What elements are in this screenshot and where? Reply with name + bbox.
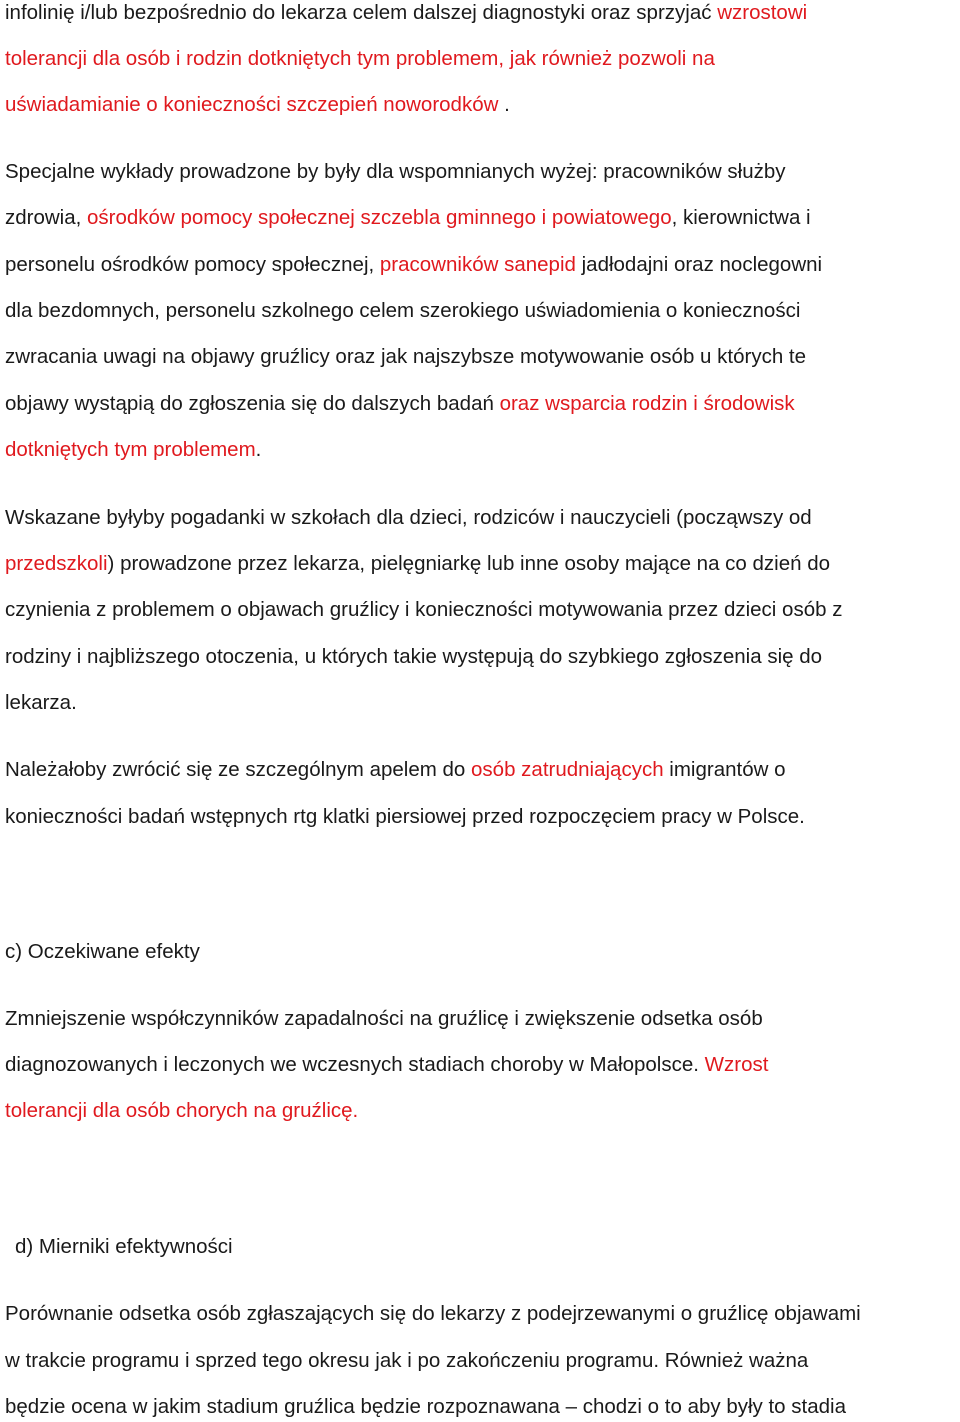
heading-text: c) Oczekiwane efekty [5,940,200,963]
text-line [5,690,77,716]
text-run: Zmniejszenie współczynników zapadalności na gruźlicę i zwiększenie odsetka osób [5,1007,763,1030]
text-run: będzie ocena w jakim stadium gruźlica będzie rozpoznawana – chodzi o to aby były to stadia [5,1395,846,1418]
text-run: infolinię i/lub bezpośrednio do lekarza celem dalszej diagnostyki oraz sprzyjać [5,1,718,24]
text-run: Porównanie odsetka osób zgłaszających się do lekarzy z podejrzewanymi o gruźlicę objawami [5,1302,861,1325]
highlighted-text: pracowników sanepid [379,253,576,276]
highlighted-text: Wzrost [704,1053,769,1076]
text-line [5,92,510,118]
text-line [5,437,261,463]
text-run: imigrantów o [663,758,786,781]
text-line [5,1098,358,1124]
text-run: konieczności badań wstępnych rtg klatki piersiowej przed rozpoczęciem pracy w Polsce. [5,805,805,828]
text-run: Należałoby zwrócić się ze szczególnym apelem do [5,758,472,781]
text-line [5,1348,808,1374]
text-line [5,391,795,417]
text-run: jadłodajni oraz noclegowni [575,253,823,276]
text-line [5,505,812,531]
highlighted-text: wzrostowi [717,1,808,24]
text-line [5,1052,768,1078]
highlighted-text: dotkniętych tym problemem [5,438,256,461]
text-line [5,0,807,26]
heading-text: d) Mierniki efektywności [15,1235,233,1258]
section-heading-expected-effects [5,939,200,965]
highlighted-text: uświadamianie o konieczności szczepień noworodków [5,93,499,116]
text-run: w trakcie programu i sprzed tego okresu jak i po zakończeniu programu. Również ważna [5,1349,809,1372]
highlighted-text: oraz wsparcia rodzin i środowisk [499,392,795,415]
highlighted-text: osób zatrudniających [471,758,664,781]
text-line [5,1301,861,1327]
text-line [5,159,786,185]
highlighted-text: tolerancji dla osób i rodzin dotkniętych tym problemem, jak również pozwoli na [5,47,715,70]
text-run: , kierownictwa i [671,206,811,229]
text-run: Specjalne wykłady prowadzone by były dla wspomnianych wyżej: pracowników służby [5,160,786,183]
text-run: diagnozowanych i leczonych we wczesnych stadiach choroby w Małopolsce. [5,1053,705,1076]
text-run: objawy wystąpią do zgłoszenia się do dalszych badań [5,392,500,415]
highlighted-text: przedszkoli [5,552,108,575]
text-run: zdrowia, [5,206,88,229]
text-line [5,205,811,231]
text-run: czynienia z problemem o objawach gruźlicy i konieczności motywowania przez dzieci osób z [5,598,843,621]
text-line [5,298,800,324]
text-run: personelu ośrodków pomocy społecznej, [5,253,380,276]
text-line [5,344,806,370]
text-run: ) prowadzone przez lekarza, pielęgniarkę lub inne osoby mające na co dzień do [107,552,831,575]
text-line [5,551,830,577]
text-line [5,252,822,278]
text-run: rodziny i najbliższego otoczenia, u których takie występują do szybkiego zgłoszenia się do [5,645,823,668]
highlighted-text: ośrodków pomocy społecznej szczebla gminnego i powiatowego [87,206,672,229]
highlighted-text: tolerancji dla osób chorych na gruźlicę. [5,1099,359,1122]
text-run: . [255,438,262,461]
section-heading-effectiveness-measures [15,1234,233,1260]
text-run: lekarza. [5,691,77,714]
text-run: zwracania uwagi na objawy gruźlicy oraz jak najszybsze motywowanie osób u których te [5,345,807,368]
text-line [5,46,715,72]
text-line [5,1394,846,1420]
text-line [5,597,842,623]
text-line [5,757,786,783]
text-run: dla bezdomnych, personelu szkolnego celem szerokiego uświadomienia o konieczności [5,299,801,322]
text-line [5,1006,763,1032]
text-run: Wskazane byłyby pogadanki w szkołach dla dzieci, rodziców i nauczycieli (począwszy od [5,506,812,529]
text-line [5,644,822,670]
text-run: . [498,93,510,116]
text-line [5,804,805,830]
